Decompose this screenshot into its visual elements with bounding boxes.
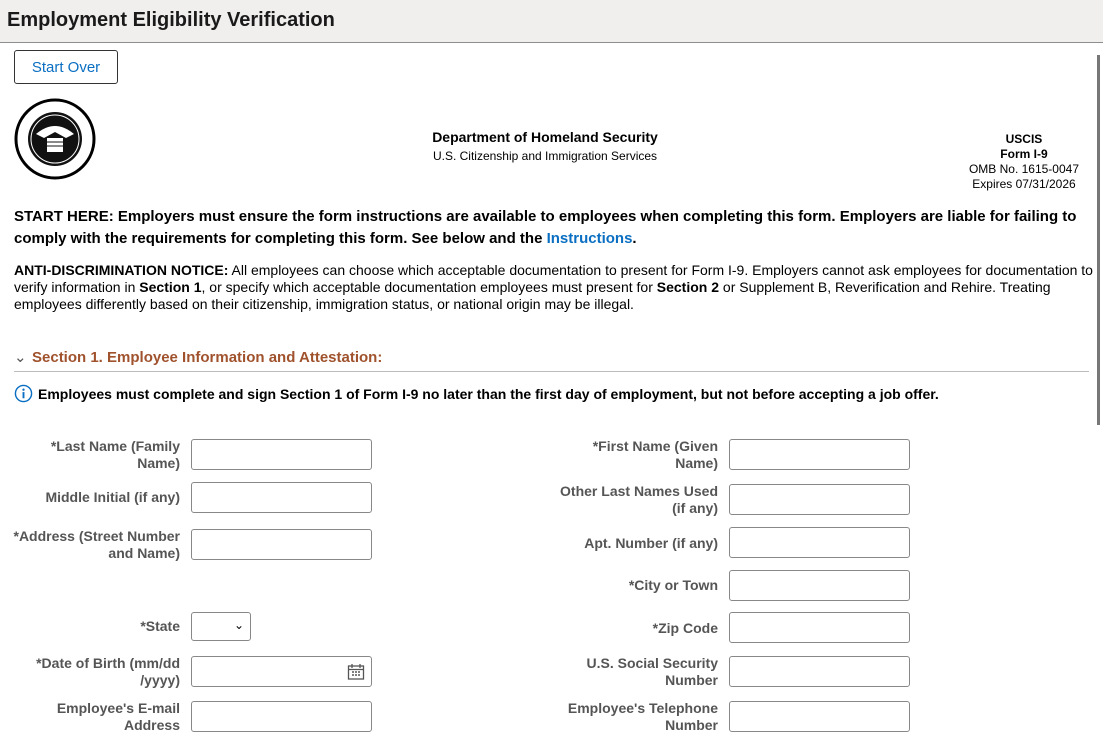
city-input[interactable]	[729, 570, 910, 601]
info-icon	[14, 384, 33, 403]
zip-label: *Zip Code	[652, 620, 718, 636]
calendar-icon[interactable]	[347, 663, 365, 681]
chevron-down-icon: ⌄	[233, 618, 244, 632]
middle-initial-label: Middle Initial (if any)	[45, 489, 180, 505]
dhs-seal-logo	[14, 98, 96, 180]
apt-number-input[interactable]	[729, 527, 910, 558]
dob-label: *Date of Birth (mm/dd /yyyy)	[36, 655, 180, 688]
expiration-date: Expires 07/31/2026	[972, 177, 1076, 191]
zip-input[interactable]	[729, 612, 910, 643]
section1-header[interactable]	[14, 348, 1089, 372]
start-here-text: START HERE: Employers must ensure the form instructions are available to employees when completing this form. Employers are liable for failing to comply with the requirements for completing this form. See below and the	[14, 208, 1077, 247]
anti-discrimination-notice	[14, 262, 1094, 313]
phone-input[interactable]	[729, 701, 910, 732]
anti-text: All employees can choose which acceptable documentation to present for Form I-9. Employers cannot ask employees for documentation to verify information in	[14, 262, 1093, 295]
chevron-down-icon: ⌄	[14, 349, 27, 366]
form-label: Form I-9	[1000, 147, 1048, 161]
anti-lead: ANTI-DISCRIMINATION NOTICE:	[14, 262, 229, 278]
anti-section2: Section 2	[656, 279, 720, 295]
anti-text: or Supplement B, Reverification and Rehire. Treating employees differently based on their citizenship, immigration status, or national origin may be illegal.	[14, 279, 1051, 312]
first-name-input[interactable]	[729, 439, 910, 470]
page-header	[0, 0, 1103, 43]
section1-title: Section 1. Employee Information and Attestation:	[32, 349, 383, 366]
dob-input[interactable]	[191, 656, 372, 687]
anti-text: , or specify which acceptable documentation employees must present for	[201, 279, 657, 295]
address-label: *Address (Street Number and Name)	[13, 528, 180, 561]
agency-subname: U.S. Citizenship and Immigration Services	[432, 149, 658, 163]
other-last-names-input[interactable]	[729, 484, 910, 515]
start-over-button[interactable]: Start Over	[14, 50, 118, 84]
state-label: *State	[140, 618, 180, 634]
email-label: Employee's E-mail Address	[56, 700, 180, 733]
anti-section1: Section 1	[139, 279, 202, 295]
city-label: *City or Town	[628, 577, 718, 593]
page-title: Employment Eligibility Verification	[7, 9, 335, 31]
omb-number: OMB No. 1615-0047	[968, 162, 1079, 176]
state-select[interactable]	[191, 612, 251, 641]
section1-info	[14, 384, 939, 403]
instructions-link[interactable]: Instructions	[546, 230, 633, 247]
email-input[interactable]	[191, 701, 372, 732]
last-name-label: *Last Name (Family Name)	[50, 438, 180, 471]
ssn-input[interactable]	[729, 656, 910, 687]
other-last-names-label: Other Last Names Used (if any)	[560, 483, 718, 516]
org-label: USCIS	[1005, 132, 1043, 146]
agency-name: Department of Homeland Security	[432, 129, 658, 145]
phone-label: Employee's Telephone Number	[567, 700, 718, 733]
address-input[interactable]	[191, 529, 372, 560]
last-name-input[interactable]	[191, 439, 372, 470]
first-name-label: *First Name (Given Name)	[592, 438, 718, 471]
apt-number-label: Apt. Number (if any)	[584, 535, 718, 551]
scrollbar[interactable]	[1097, 55, 1100, 425]
form-info	[969, 132, 1079, 192]
ssn-label: U.S. Social Security Number	[586, 655, 718, 688]
middle-initial-input[interactable]	[191, 482, 372, 513]
start-here-end: .	[632, 230, 637, 247]
section1-info-text: Employees must complete and sign Section 1 of Form I-9 no later than the first day of employment, but not before accepting a job offer.	[38, 385, 939, 402]
start-here-notice	[14, 206, 1089, 250]
